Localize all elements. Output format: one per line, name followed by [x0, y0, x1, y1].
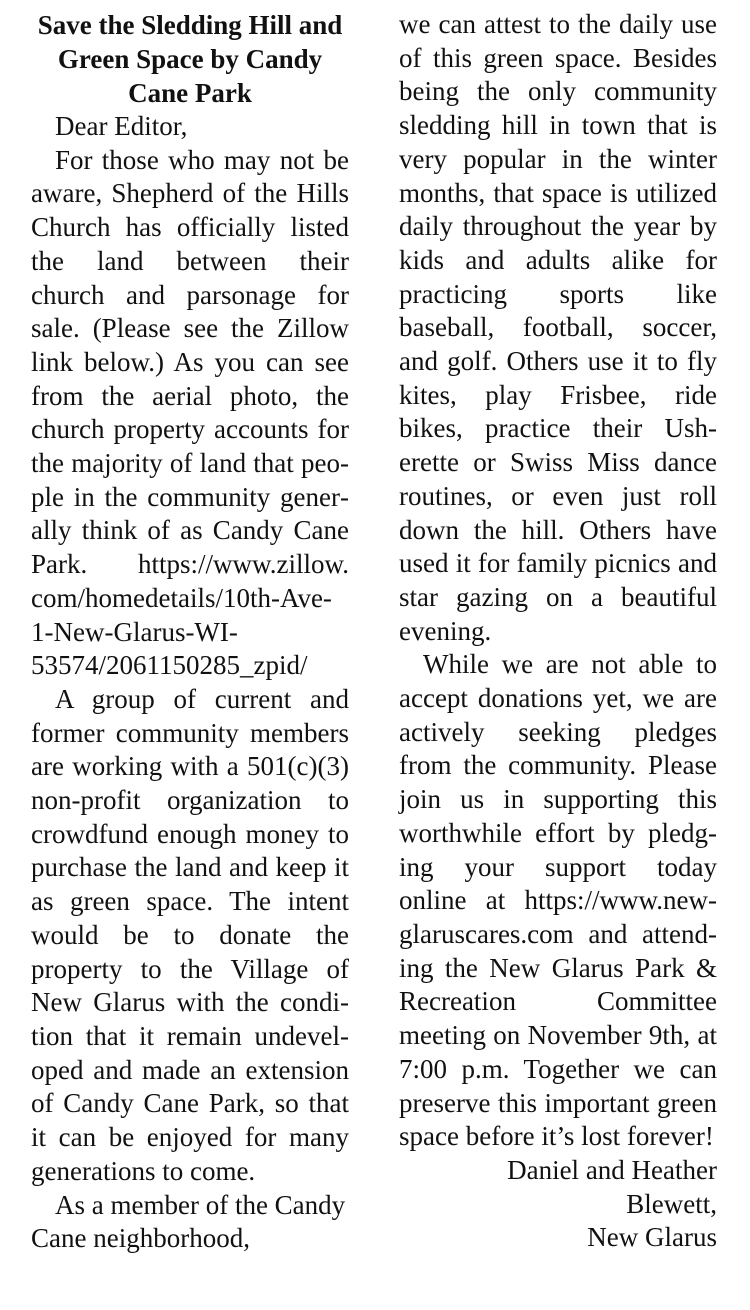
signature-names: Daniel and Heather [507, 1154, 717, 1185]
paragraph-4: While we are not able to accept donations yet, we are actively seeking pledges from the community. Please join us in supporting this worthwhile effort by pledging your support today online at https://www.newglaruscares.com and attending the New Glarus Park & Recreation Committee meeting on November 9th, at 7:00 p.m. Together we can preserve this important green space before it’s lost forever! [399, 649, 717, 1152]
salutation: Dear Editor, [55, 111, 188, 141]
signature-surname: Blewett, [626, 1188, 717, 1219]
left-column [31, 8, 349, 1256]
right-column [399, 8, 717, 1255]
signature-block [399, 1154, 717, 1255]
letter-headline: Save the Sledding Hill and Green Space by Candy Cane Park [37, 10, 343, 108]
paragraph-3-start: As a member of the Candy Cane neighborhood, [31, 1189, 346, 1254]
paragraph-2: A group of current and former community members are working with a 501(c)(3) non-profit organization to crowdfund enough money to purchase the land and keep it as green space. The intent would be to donate the property to the Village of New Glarus with the condition that it remain undeveloped and made an extension of Candy Cane Park, so that it can be enjoyed for many generations to come. [31, 683, 349, 1186]
signature-location: New Glarus [587, 1222, 717, 1253]
paragraph-3-continued: we can attest to the daily use of this green space. Besides being the only community sledding hill in town that is very popular in the winter months, that space is utilized daily throughout the year by kids and adults alike for practicing sports like baseball, football, soccer, and golf. Others use it to fly kites, play Frisbee, ride bikes, practice their Usherette or Swiss Miss dance routines, or even just roll down the hill. Others have used it for family picnics and star gazing on a beautiful evening. [399, 9, 717, 646]
paragraph-1: For those who may not be aware, Shepherd of the Hills Church has officially listed the land between their church and parsonage for sale. (Please see the Zillow link below.) As you can see from the aerial photo, the church property accounts for the majority of land that people in the community generally think of as Candy Cane Park. https://www.zillow.​com/homedetails/10th-Ave-​1-New-Glarus-​WI-53574/2061150285_​zpid/ [31, 144, 349, 681]
